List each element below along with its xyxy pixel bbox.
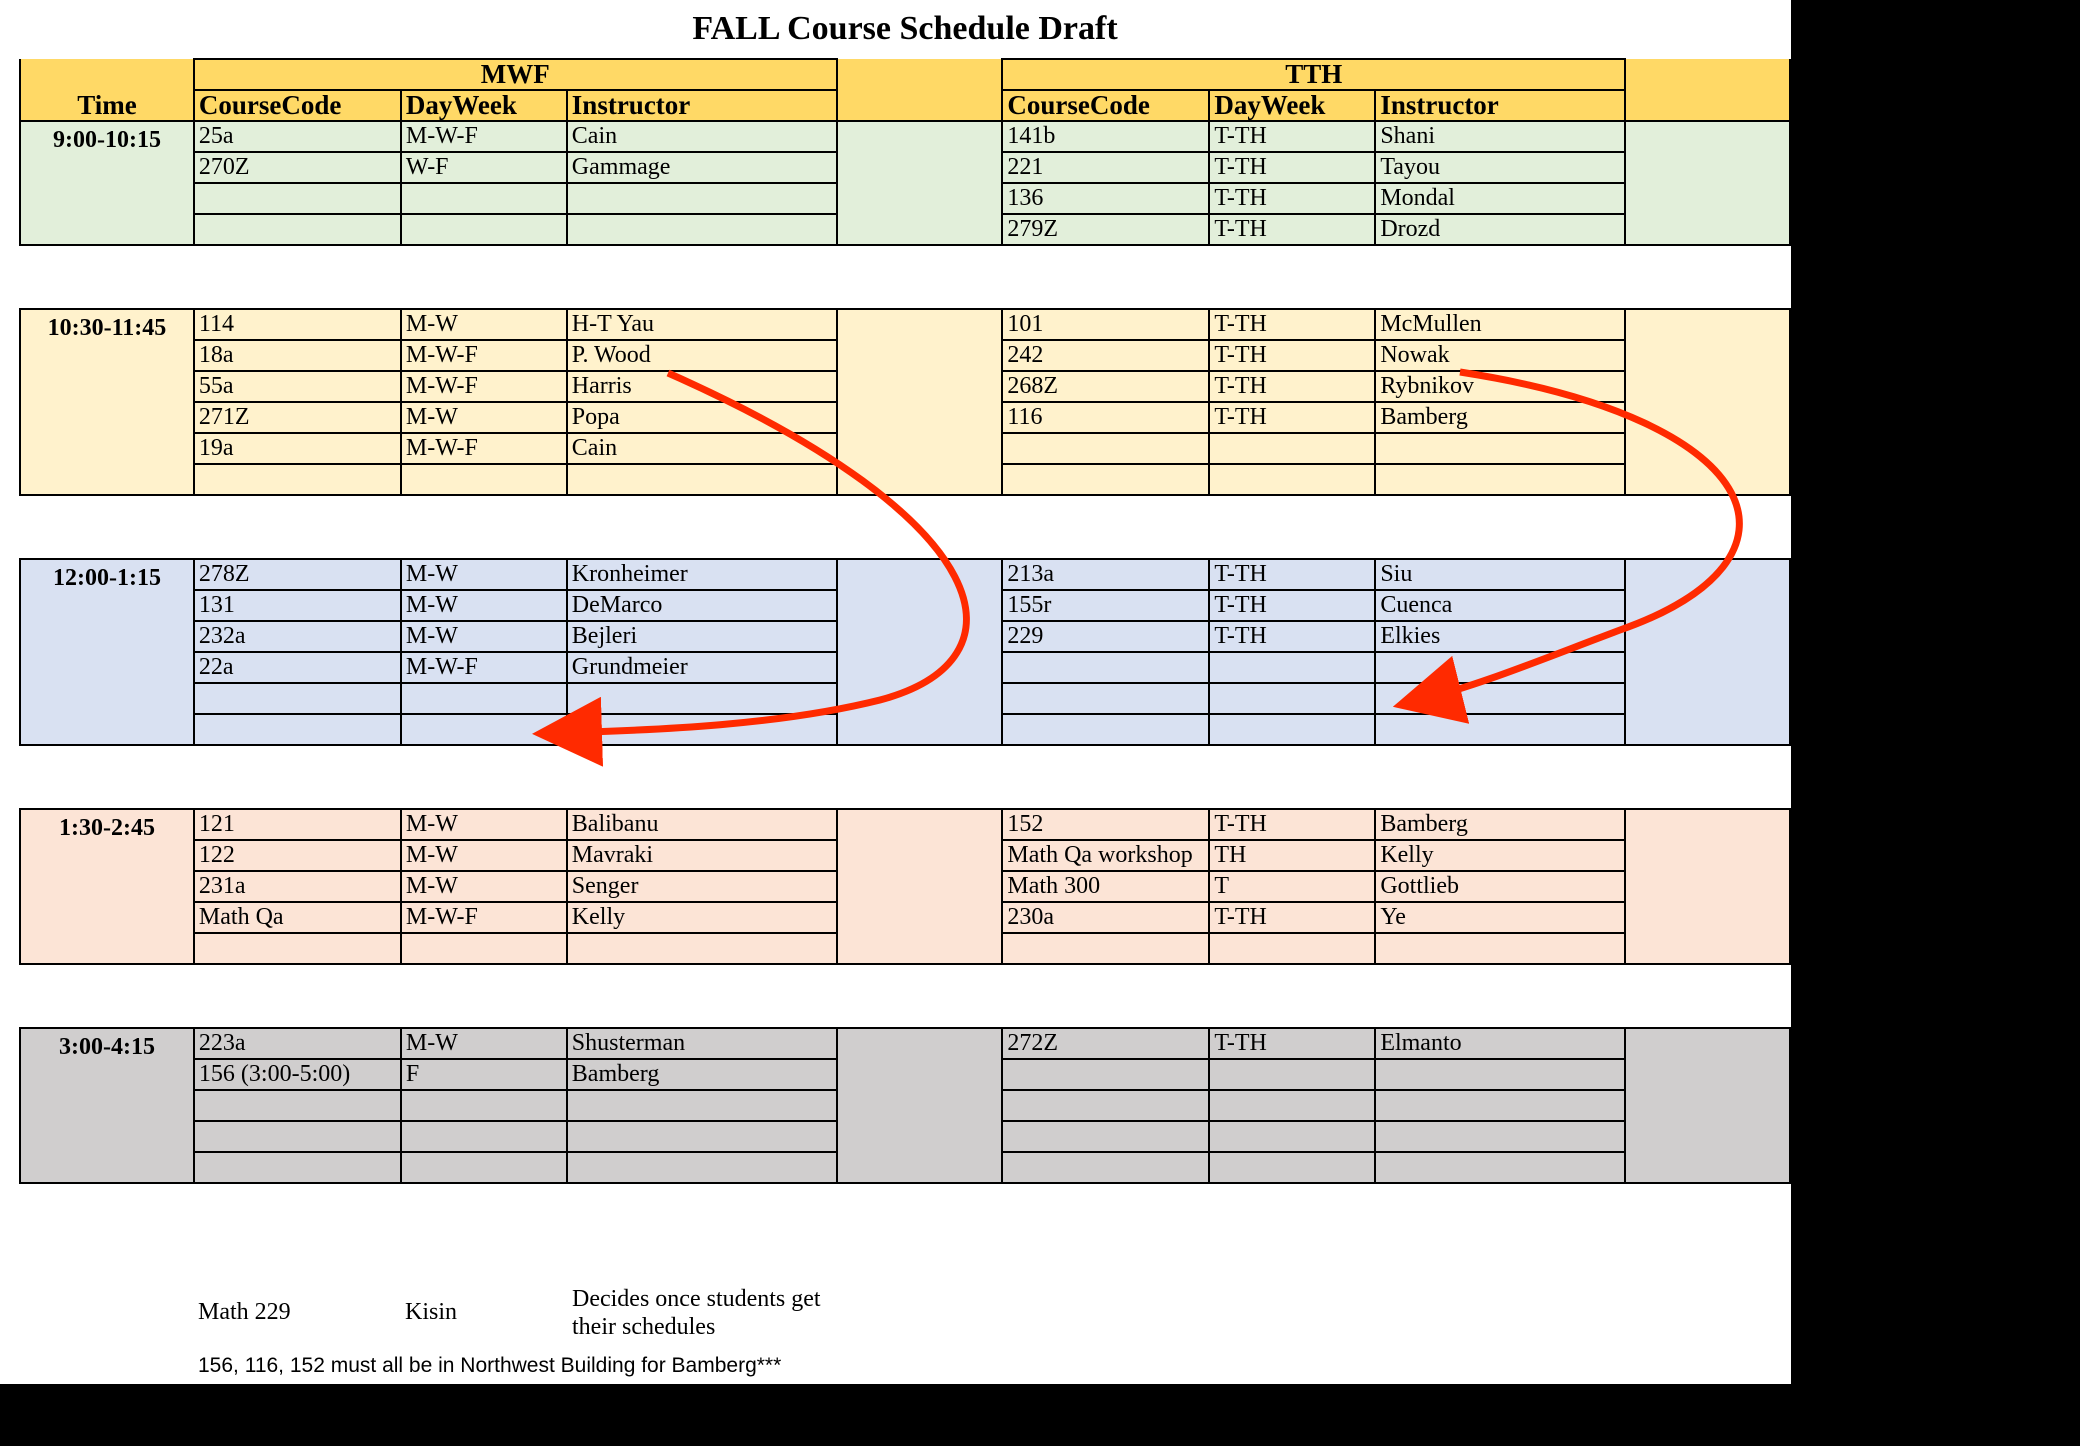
mwf-instructor-cell: Grundmeier [567,652,837,683]
tth-day-week-cell: T-TH [1209,902,1375,933]
mwf-instructor-cell [567,683,837,714]
tth-course-code-cell [1002,1090,1209,1121]
tth-instructor-cell [1375,1121,1625,1152]
tth-instructor-cell: Rybnikov [1375,371,1625,402]
tth-instructor-cell: Kelly [1375,840,1625,871]
tth-instructor-cell: Elkies [1375,621,1625,652]
schedule-table [19,58,1791,1184]
mwf-day-week-cell: M-W-F [401,340,567,371]
tth-instructor-cell: McMullen [1375,309,1625,340]
gap-cell [20,245,1790,309]
mwf-day-week-cell: M-W [401,1028,567,1059]
tth-course-code-cell: 155r [1002,590,1209,621]
mwf-day-week-cell: M-W [401,402,567,433]
tth-instructor-cell: Ye [1375,902,1625,933]
tth-day-week-cell [1209,1121,1375,1152]
right-spacer-cell [1625,309,1790,495]
mwf-course-code-cell: 25a [194,121,401,152]
header-row-top [20,59,1790,90]
tth-course-code-cell [1002,1121,1209,1152]
mwf-day-week-cell [401,214,567,245]
tth-course-code-cell [1002,1059,1209,1090]
note-instructor: Kisin [405,1299,458,1325]
tth-course-code-cell: 136 [1002,183,1209,214]
mwf-day-week-cell [401,183,567,214]
tth-instructor-cell [1375,1090,1625,1121]
mwf-instructor-cell: Bejleri [567,621,837,652]
mwf-course-code-cell [194,683,401,714]
mwf-instructor-cell: Senger [567,871,837,902]
tth-day-week-cell: T-TH [1209,214,1375,245]
mwf-instructor-cell: Cain [567,121,837,152]
gap-cell [20,495,1790,559]
header-row-columns [20,90,1790,121]
mwf-day-week-cell: M-W [401,621,567,652]
mwf-course-code-cell: 156 (3:00-5:00) [194,1059,401,1090]
mwf-course-code-cell: 223a [194,1028,401,1059]
tth-instructor-cell [1375,1059,1625,1090]
gap-row [20,745,1790,809]
spacer-header-cell [837,59,1003,90]
tth-course-code-cell: Math 300 [1002,871,1209,902]
tth-day-week-cell: T-TH [1209,559,1375,590]
mwf-instructor-cell: Mavraki [567,840,837,871]
tth-instructor-cell [1375,714,1625,745]
mwf-instructor-cell: Gammage [567,152,837,183]
mwf-course-code-cell: 19a [194,433,401,464]
mwf-course-code-cell [194,1090,401,1121]
right-spacer-cell [1625,809,1790,964]
mwf-course-code-cell: 131 [194,590,401,621]
tth-day-week-cell: T-TH [1209,309,1375,340]
mwf-course-code-cell [194,933,401,964]
tth-course-code-cell: 221 [1002,152,1209,183]
schedule-row [20,809,1790,840]
gap-row [20,495,1790,559]
time-column-header: Time [20,90,194,121]
tth-day-week-cell: T-TH [1209,402,1375,433]
spacer-cell [837,309,1003,495]
mwf-course-code-cell [194,714,401,745]
mwf-instructor-cell: H-T Yau [567,309,837,340]
tth-instructor-cell [1375,683,1625,714]
tth-instructor-cell: Nowak [1375,340,1625,371]
gap-row [20,245,1790,309]
mwf-course-code-cell: 121 [194,809,401,840]
mwf-instructor-cell [567,214,837,245]
tth-course-code-cell: 268Z [1002,371,1209,402]
mwf-course-code-cell: 232a [194,621,401,652]
mwf-instructor-cell: Kronheimer [567,559,837,590]
mwf-instructor-cell [567,1090,837,1121]
tth-course-code-cell: 230a [1002,902,1209,933]
mwf-day-week-cell [401,464,567,495]
mwf-instructor-cell: Harris [567,371,837,402]
mwf-course-code-cell: 271Z [194,402,401,433]
mwf-day-week-cell: M-W [401,809,567,840]
mwf-day-week-cell [401,1121,567,1152]
right-header-cell [1625,90,1790,121]
mwf-day-week-cell [401,1090,567,1121]
tth-day-week-cell: T-TH [1209,340,1375,371]
mwf-course-code-cell: 114 [194,309,401,340]
time-header-blank [20,59,194,90]
mwf-course-code-cell: 122 [194,840,401,871]
tth-course-code-cell: 116 [1002,402,1209,433]
mwf-day-week-cell [401,714,567,745]
mwf-course-code-cell [194,1152,401,1183]
mwf-instructor-cell: Shusterman [567,1028,837,1059]
mwf-course-code-cell: 270Z [194,152,401,183]
spacer-cell [837,121,1003,245]
tth-day-week-cell [1209,1059,1375,1090]
tth-instructor-cell [1375,464,1625,495]
schedule-row [20,309,1790,340]
mwf-day-week-cell: F [401,1059,567,1090]
tth-course-code-cell [1002,652,1209,683]
mwf-day-week-cell [401,683,567,714]
mwf-day-week-cell: M-W-F [401,652,567,683]
mwf-instructor-cell [567,714,837,745]
tth-instructor-cell [1375,933,1625,964]
gap-cell [20,964,1790,1028]
tth-day-week-cell: TH [1209,840,1375,871]
tth-day-week-cell: T-TH [1209,1028,1375,1059]
page-title: FALL Course Schedule Draft [692,10,1118,47]
tth-instructor-cell: Bamberg [1375,809,1625,840]
tth-instructor-cell [1375,433,1625,464]
time-slot-label: 12:00-1:15 [20,559,194,745]
mwf-group-header: MWF [194,59,837,90]
tth-instructor-cell [1375,1152,1625,1183]
mwf-instructor-cell [567,464,837,495]
mwf-course-code-cell [194,464,401,495]
mwf-course-code-cell: 231a [194,871,401,902]
tth-day-week-cell: T-TH [1209,152,1375,183]
mwf-course-code-cell: 278Z [194,559,401,590]
mwf-course-code-cell [194,1121,401,1152]
mwf-day-week-cell: M-W-F [401,433,567,464]
tth-instructor-cell: Elmanto [1375,1028,1625,1059]
tth-day-week-cell: T-TH [1209,371,1375,402]
mwf-day-week-cell: M-W [401,871,567,902]
right-header-cell [1625,59,1790,90]
mwf-course-code-cell: Math Qa [194,902,401,933]
right-spacer-cell [1625,559,1790,745]
time-slot-label: 1:30-2:45 [20,809,194,964]
mwf-course-code-cell: 18a [194,340,401,371]
tth-instructor-cell: Cuenca [1375,590,1625,621]
mwf-instructor-cell: Kelly [567,902,837,933]
tth-instructor-header: Instructor [1375,90,1625,121]
tth-day-week-cell: T-TH [1209,621,1375,652]
tth-course-code-cell [1002,464,1209,495]
tth-course-code-cell: 213a [1002,559,1209,590]
spacer-header-cell [837,90,1003,121]
tth-day-week-cell: T-TH [1209,590,1375,621]
tth-day-week-cell [1209,933,1375,964]
time-slot-label: 3:00-4:15 [20,1028,194,1183]
mwf-instructor-cell: Popa [567,402,837,433]
mwf-day-week-cell: M-W [401,559,567,590]
mwf-day-week-cell: M-W-F [401,121,567,152]
tth-course-code-cell [1002,714,1209,745]
tth-instructor-cell: Mondal [1375,183,1625,214]
mwf-instructor-cell: P. Wood [567,340,837,371]
schedule-row [20,121,1790,152]
mwf-instructor-cell: DeMarco [567,590,837,621]
mwf-coursecode-header: CourseCode [194,90,401,121]
mwf-day-week-cell: M-W-F [401,902,567,933]
mwf-day-week-cell: M-W [401,840,567,871]
schedule-row [20,559,1790,590]
right-spacer-cell [1625,121,1790,245]
tth-instructor-cell: Bamberg [1375,402,1625,433]
footnote: 156, 116, 152 must all be in Northwest Building for Bamberg*** [198,1354,782,1377]
tth-day-week-cell: T [1209,871,1375,902]
spacer-cell [837,809,1003,964]
right-spacer-cell [1625,1028,1790,1183]
mwf-course-code-cell: 22a [194,652,401,683]
tth-day-week-cell: T-TH [1209,809,1375,840]
note-comment [572,1285,821,1341]
mwf-day-week-cell [401,933,567,964]
tth-day-week-cell: T-TH [1209,183,1375,214]
tth-instructor-cell: Siu [1375,559,1625,590]
mwf-instructor-cell: Cain [567,433,837,464]
tth-day-week-cell [1209,652,1375,683]
mwf-course-code-cell [194,214,401,245]
tth-instructor-cell: Drozd [1375,214,1625,245]
mwf-dayweek-header: DayWeek [401,90,567,121]
time-slot-label: 9:00-10:15 [20,121,194,245]
mwf-instructor-cell [567,933,837,964]
time-slot-label: 10:30-11:45 [20,309,194,495]
tth-day-week-cell [1209,1152,1375,1183]
tth-coursecode-header: CourseCode [1002,90,1209,121]
mwf-instructor-cell [567,1152,837,1183]
tth-instructor-cell: Gottlieb [1375,871,1625,902]
tth-course-code-cell: Math Qa workshop [1002,840,1209,871]
spacer-cell [837,559,1003,745]
tth-course-code-cell: 272Z [1002,1028,1209,1059]
tth-instructor-cell: Shani [1375,121,1625,152]
tth-course-code-cell: 141b [1002,121,1209,152]
tth-group-header: TTH [1002,59,1625,90]
tth-instructor-cell: Tayou [1375,152,1625,183]
tth-day-week-cell [1209,1090,1375,1121]
tth-course-code-cell: 229 [1002,621,1209,652]
tth-course-code-cell: 279Z [1002,214,1209,245]
spacer-cell [837,1028,1003,1183]
tth-instructor-cell [1375,652,1625,683]
notes-section [0,1240,1791,1380]
note-comment-line-1: Decides once students get [572,1286,821,1312]
mwf-course-code-cell: 55a [194,371,401,402]
tth-course-code-cell [1002,933,1209,964]
tth-course-code-cell: 101 [1002,309,1209,340]
tth-course-code-cell: 242 [1002,340,1209,371]
mwf-day-week-cell: W-F [401,152,567,183]
mwf-instructor-cell [567,183,837,214]
gap-row [20,964,1790,1028]
mwf-day-week-cell: M-W [401,590,567,621]
note-comment-line-2: their schedules [572,1314,716,1340]
tth-dayweek-header: DayWeek [1209,90,1375,121]
note-course: Math 229 [198,1299,291,1325]
tth-day-week-cell [1209,433,1375,464]
tth-course-code-cell [1002,683,1209,714]
mwf-day-week-cell: M-W-F [401,371,567,402]
mwf-course-code-cell [194,183,401,214]
mwf-instructor-cell: Balibanu [567,809,837,840]
tth-course-code-cell: 152 [1002,809,1209,840]
mwf-day-week-cell: M-W [401,309,567,340]
mwf-instructor-cell: Bamberg [567,1059,837,1090]
schedule-row [20,1028,1790,1059]
tth-day-week-cell [1209,464,1375,495]
tth-day-week-cell [1209,683,1375,714]
mwf-day-week-cell [401,1152,567,1183]
mwf-instructor-header: Instructor [567,90,837,121]
tth-course-code-cell [1002,433,1209,464]
gap-cell [20,745,1790,809]
tth-day-week-cell [1209,714,1375,745]
tth-day-week-cell: T-TH [1209,121,1375,152]
mwf-instructor-cell [567,1121,837,1152]
tth-course-code-cell [1002,1152,1209,1183]
